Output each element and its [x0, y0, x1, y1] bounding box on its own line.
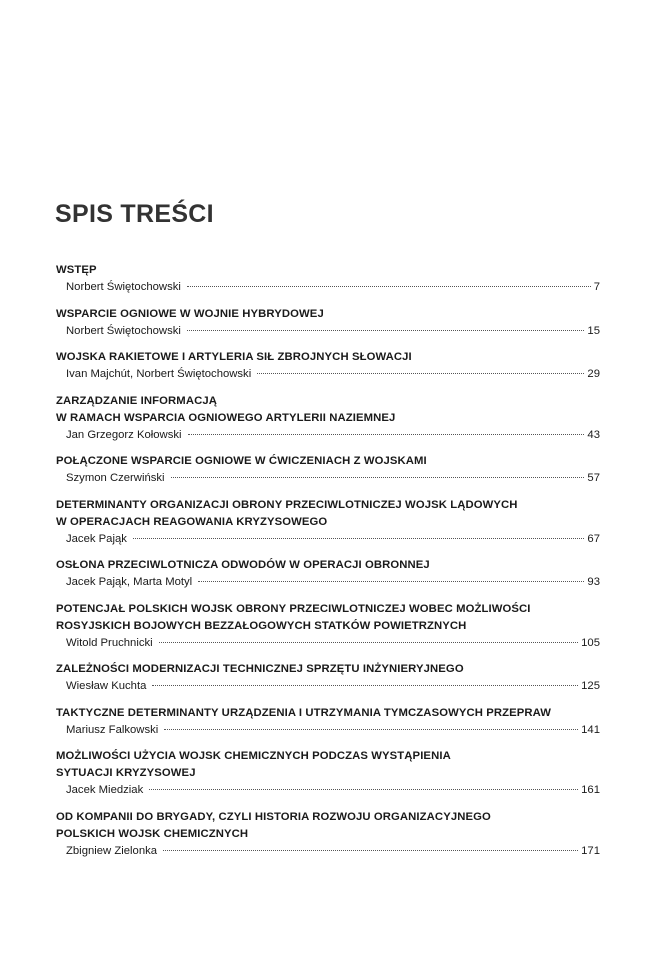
entry-page-number: 15: [587, 324, 600, 337]
toc-entry: [56, 453, 600, 487]
entry-title-line: WOJSKA RAKIETOWE I ARTYLERIA SIŁ ZBROJNYCH SŁOWACJI: [56, 351, 412, 363]
entry-page-number: 57: [587, 472, 600, 484]
entry-title-line: OSŁONA PRZECIWLOTNICZA ODWODÓW W OPERACJI OBRONNEJ: [56, 559, 430, 571]
entry-title-line: ZALEŻNOŚCI MODERNIZACJI TECHNICZNEJ SPRZĘTU INŻYNIERYJNEGO: [56, 663, 464, 675]
dot-leader: [133, 538, 585, 539]
entry-author: Jacek Pająk, Marta Motyl: [66, 576, 193, 588]
entry-page-number: 161: [581, 784, 600, 796]
entry-title-line: POTENCJAŁ POLSKICH WOJSK OBRONY PRZECIWLOTNICZEJ WOBEC MOŻLIWOŚCI: [56, 602, 531, 615]
entry-page-number: 171: [581, 844, 600, 857]
entry-title-line: ZARZĄDZANIE INFORMACJĄ: [56, 394, 217, 407]
entry-title-line: SYTUACJI KRYZYSOWEJ: [56, 767, 196, 779]
dot-leader: [152, 685, 578, 686]
entry-title-line: W OPERACJACH REAGOWANIA KRYZYSOWEGO: [56, 515, 328, 528]
entry-title-line: POŁĄCZONE WSPARCIE OGNIOWE W ĆWICZENIACH Z WOJSKAMI: [56, 455, 427, 467]
author-line: [56, 470, 600, 487]
entry-author: Jacek Pająk: [66, 532, 127, 545]
author-line: [56, 323, 600, 340]
author-line: [56, 574, 600, 591]
author-line: [56, 279, 600, 296]
dot-leader: [187, 330, 585, 331]
entry-page-number: 141: [581, 723, 600, 736]
entry-title-line: TAKTYCZNE DETERMINANTY URZĄDZENIA I UTRZYMANIA TYMCZASOWYCH PRZEPRAW: [56, 706, 552, 719]
toc-entry: [56, 705, 600, 739]
dot-leader: [159, 642, 579, 643]
entry-page-number: 105: [581, 636, 600, 649]
entry-title-line: ROSYJSKICH BOJOWYCH BEZZAŁOGOWYCH STATKÓW POWIETRZNYCH: [56, 619, 467, 632]
entry-author: Zbigniew Zielonka: [66, 844, 158, 857]
entry-author: Norbert Świętochowski: [66, 281, 181, 293]
author-line: [56, 678, 600, 695]
toc-entry: [56, 393, 600, 444]
toc-entry: [56, 601, 600, 652]
dot-leader: [187, 286, 591, 287]
entry-author: Witold Pruchnicki: [66, 636, 153, 649]
entry-author: Norbert Świętochowski: [66, 324, 181, 337]
author-line: [56, 427, 600, 444]
table-of-contents: [56, 262, 600, 869]
toc-entry: [56, 306, 600, 340]
entry-title-line: WSTĘP: [56, 264, 97, 276]
toc-entry: [56, 748, 600, 799]
entry-title-line: DETERMINANTY ORGANIZACJI OBRONY PRZECIWLOTNICZEJ WOJSK LĄDOWYCH: [56, 498, 518, 511]
entry-author: Ivan Majchút, Norbert Świętochowski: [66, 368, 252, 380]
dot-leader: [164, 729, 578, 730]
toc-entry: [56, 349, 600, 383]
author-line: [56, 531, 600, 548]
entry-title-line: OD KOMPANII DO BRYGADY, CZYLI HISTORIA ROZWOJU ORGANIZACYJNEGO: [56, 810, 491, 823]
entry-page-number: 29: [587, 368, 600, 380]
dot-leader: [198, 581, 584, 582]
entry-page-number: 125: [581, 680, 600, 692]
entry-page-number: 93: [587, 576, 600, 588]
dot-leader: [188, 434, 585, 435]
entry-title-line: POLSKICH WOJSK CHEMICZNYCH: [56, 827, 249, 840]
entry-author: Jacek Miedziak: [66, 784, 144, 796]
toc-entry: [56, 809, 600, 860]
entry-page-number: 67: [587, 532, 600, 545]
toc-entry: [56, 557, 600, 591]
dot-leader: [149, 789, 578, 790]
author-line: [56, 635, 600, 652]
entry-title-line: W RAMACH WSPARCIA OGNIOWEGO ARTYLERII NAZIEMNEJ: [56, 411, 396, 424]
author-line: [56, 843, 600, 860]
dot-leader: [257, 373, 584, 374]
toc-entry: [56, 497, 600, 548]
author-line: [56, 366, 600, 383]
dot-leader: [163, 850, 578, 851]
dot-leader: [171, 477, 585, 478]
entry-author: Jan Grzegorz Kołowski: [66, 428, 182, 441]
toc-entry: [56, 661, 600, 695]
page-title: SPIS TREŚCI: [55, 200, 214, 228]
entry-page-number: 43: [587, 428, 600, 441]
toc-entry: [56, 262, 600, 296]
entry-page-number: 7: [593, 281, 600, 293]
entry-author: Wiesław Kuchta: [66, 680, 147, 692]
entry-author: Mariusz Falkowski: [66, 723, 159, 736]
entry-title-line: WSPARCIE OGNIOWE W WOJNIE HYBRYDOWEJ: [56, 307, 324, 320]
author-line: [56, 782, 600, 799]
entry-author: Szymon Czerwiński: [66, 472, 165, 484]
entry-title-line: MOŻLIWOŚCI UŻYCIA WOJSK CHEMICZNYCH PODCZAS WYSTĄPIENIA: [56, 750, 451, 762]
author-line: [56, 722, 600, 739]
